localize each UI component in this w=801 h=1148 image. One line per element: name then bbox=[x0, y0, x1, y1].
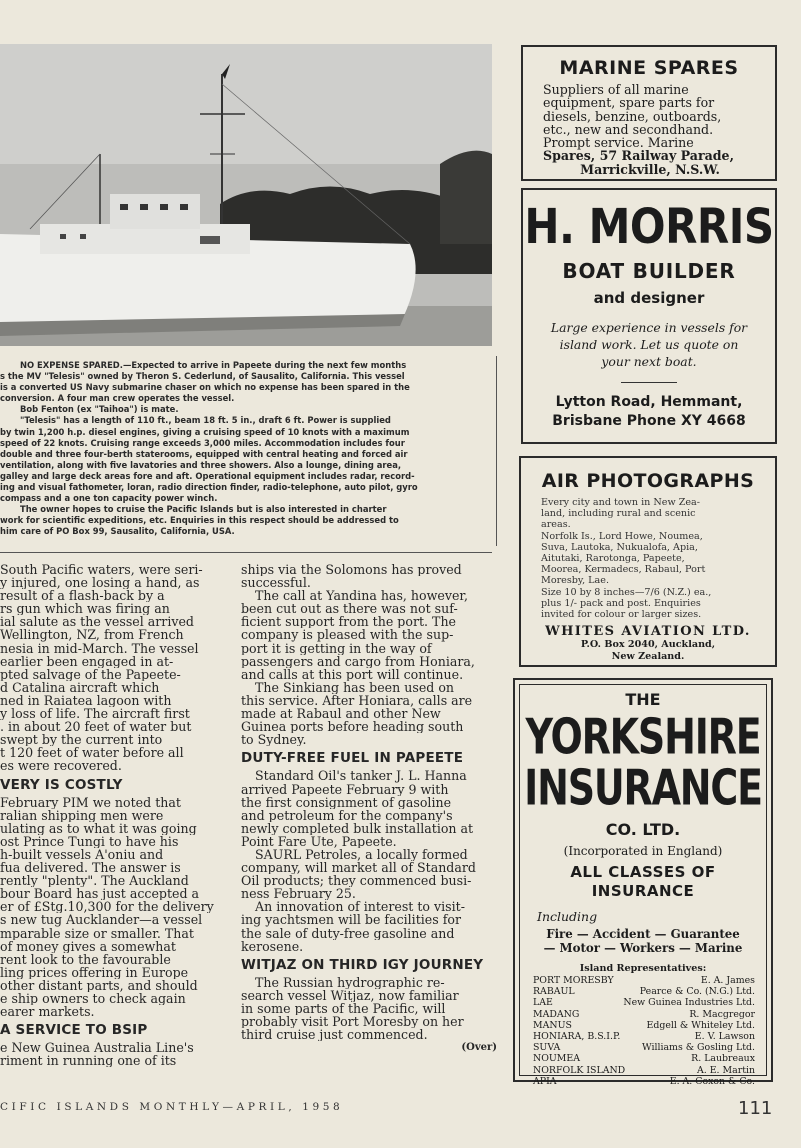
caption-line: ventilation, along with five lavatories and three showers. Also a lounge, dining area, bbox=[0, 459, 402, 470]
text-line: search vessel Witjaz, now familiar bbox=[241, 988, 459, 1002]
rep-row bbox=[533, 1042, 755, 1053]
text-line: rently "plenty". The Auckland bbox=[0, 874, 189, 888]
ad-title: INSURANCE bbox=[524, 759, 762, 817]
text-line: d Catalina aircraft which bbox=[0, 680, 160, 694]
rep-place: LAE bbox=[533, 997, 553, 1009]
text-line: ost Prince Tungi to have his bbox=[0, 834, 179, 848]
ad-marine-spares bbox=[521, 45, 777, 181]
text-line: successful. bbox=[241, 576, 311, 590]
rep-place: MANUS bbox=[533, 1019, 572, 1031]
ad-line: Norfolk Is., Lord Howe, Noumea, bbox=[541, 530, 703, 542]
text-line: rs gun which was firing an bbox=[0, 602, 170, 616]
text-line: Guinea ports before heading south bbox=[241, 720, 464, 734]
text-line: result of a flash-back by a bbox=[0, 589, 165, 603]
rep-row bbox=[533, 1031, 755, 1042]
rep-row bbox=[533, 1020, 755, 1031]
text-line: ficient support from the port. The bbox=[241, 615, 457, 629]
text-line: ships via the Solomons has proved bbox=[241, 563, 462, 577]
text-line: port it is getting in the way of bbox=[241, 641, 432, 655]
ad-line: plus 1/- pack and post. Enquiries bbox=[541, 597, 701, 609]
text-line: Standard Oil's tanker J. L. Hanna bbox=[255, 769, 467, 783]
text-line: s new tug Aucklander—a vessel bbox=[0, 913, 203, 927]
ad-line: Moresby, Lae. bbox=[541, 575, 609, 587]
ad-line: New Zealand. bbox=[611, 650, 685, 662]
page-footer: CIFIC ISLANDS MONTHLY—APRIL, 1958 bbox=[0, 1101, 344, 1113]
caption-side-rule bbox=[496, 356, 497, 546]
ad-divider bbox=[621, 382, 677, 383]
ad-subtitle: and designer bbox=[593, 289, 705, 307]
ad-line: Every city and town in New Zea- bbox=[541, 497, 701, 508]
continued-marker: (Over) bbox=[461, 1042, 497, 1054]
text-line: t 120 feet of water before all bbox=[0, 746, 184, 760]
text-line: SAURL Petroles, a locally formed bbox=[255, 847, 468, 862]
ad-air-photographs bbox=[519, 456, 777, 667]
text-line: earlier been engaged in at- bbox=[0, 654, 174, 668]
ad-reps-title: Island Representatives: bbox=[579, 963, 707, 974]
ad-line: invited for colour or larger sizes. bbox=[541, 609, 702, 621]
text-line: The Sinkiang has been used on bbox=[255, 680, 455, 694]
rep-row bbox=[533, 997, 755, 1008]
ad-kicker: THE bbox=[625, 690, 661, 709]
rep-row bbox=[533, 1065, 755, 1076]
rep-agent: R. Macgregor bbox=[689, 1008, 755, 1020]
ad-line: Brisbane Phone XY 4668 bbox=[552, 413, 746, 429]
caption-line: ing and visual fathometer, loran, radio direction finder, radio-telephone, auto pilot, gyro bbox=[0, 482, 418, 493]
ad-line: — Motor — Workers — Marine bbox=[543, 941, 743, 955]
rep-place: SUVA bbox=[533, 1042, 561, 1054]
text-line: es were recovered. bbox=[0, 759, 122, 773]
text-line: company is pleased with the sup- bbox=[241, 628, 454, 642]
rep-place: RABAUL bbox=[533, 986, 575, 998]
text-line: riment in running one of its bbox=[0, 1054, 177, 1068]
ad-subtitle: BOAT BUILDER bbox=[562, 259, 736, 283]
rep-agent: E. V. Lawson bbox=[694, 1031, 755, 1043]
ad-line: Aitutaki, Rarotonga, Papeete, bbox=[541, 553, 685, 565]
rep-place: APIA bbox=[533, 1075, 557, 1087]
text-line: arrived Papeete February 9 with bbox=[241, 782, 449, 796]
rep-agent: E. A. James bbox=[700, 975, 755, 986]
text-line: nesia in mid-March. The vessel bbox=[0, 641, 199, 655]
ad-line: Prompt service. Marine bbox=[543, 135, 694, 151]
text-line: been cut out as there was not suf- bbox=[241, 602, 458, 616]
text-line: the first consignment of gasoline bbox=[241, 795, 452, 809]
text-line: ial salute as the vessel arrived bbox=[0, 615, 194, 629]
ad-title: AIR PHOTOGRAPHS bbox=[541, 470, 755, 492]
text-line: passengers and cargo from Honiara, bbox=[241, 654, 475, 668]
text-line: er of £Stg.10,300 for the delivery bbox=[0, 900, 214, 914]
ad-title: YORKSHIRE bbox=[525, 708, 761, 766]
ad-line: Large experience in vessels for bbox=[550, 320, 748, 335]
caption-line: speed of 22 knots. Cruising range exceeds 3,000 miles. Accommodation includes four bbox=[0, 437, 405, 448]
text-line: ing yachtsmen will be facilities for bbox=[241, 913, 461, 927]
page-number: 111 bbox=[738, 1098, 773, 1119]
rep-agent: R. Laubreaux bbox=[691, 1053, 755, 1065]
vessel-photo bbox=[0, 44, 492, 346]
text-line: probably visit Port Moresby on her bbox=[241, 1015, 464, 1029]
ad-line: equipment, spare parts for bbox=[543, 95, 715, 111]
text-line: ling prices offering in Europe bbox=[0, 965, 189, 979]
text-line: other distant parts, and should bbox=[0, 978, 198, 992]
ad-line: land, including rural and scenic bbox=[541, 508, 696, 520]
text-line: in some parts of the Pacific, will bbox=[241, 1002, 446, 1016]
ad-line: Fire — Accident — Guarantee bbox=[546, 927, 740, 941]
text-line: South Pacific waters, were seri- bbox=[0, 563, 203, 577]
ad-subtitle: CO. LTD. bbox=[605, 820, 681, 839]
ad-line: Size 10 by 8 inches—7/6 (N.Z.) ea., bbox=[541, 586, 712, 598]
text-line: fua delivered. The answer is bbox=[0, 861, 181, 875]
text-line: ned in Raiatea lagoon with bbox=[0, 693, 172, 708]
ad-line: areas. bbox=[541, 519, 571, 531]
text-line: kerosene. bbox=[241, 939, 304, 953]
text-line: ness February 25. bbox=[241, 887, 356, 901]
ad-line: (Incorporated in England) bbox=[563, 844, 723, 858]
ad-line: island work. Let us quote on bbox=[559, 337, 739, 352]
rep-agent: New Guinea Industries Ltd. bbox=[623, 997, 755, 1009]
ad-title: MARINE SPARES bbox=[559, 57, 739, 79]
text-line: this service. After Honiara, calls are bbox=[241, 693, 473, 708]
caption-line: work for scientific expeditions, etc. Enquiries in this respect should be addressed to bbox=[0, 515, 399, 526]
rep-row bbox=[533, 1053, 755, 1064]
rep-agent: Edgell & Whiteley Ltd. bbox=[646, 1019, 755, 1031]
section-heading: VERY IS COSTLY bbox=[0, 776, 123, 793]
rep-place: NORFOLK ISLAND bbox=[533, 1064, 626, 1076]
ad-line: Moorea, Kermadecs, Rabaul, Port bbox=[541, 564, 706, 576]
caption-line: galley and large deck areas fore and aft. Operational equipment includes radar, record- bbox=[0, 470, 415, 481]
ad-line: etc., new and secondhand. bbox=[543, 121, 714, 137]
caption-line: him care of PO Box 99, Sausalito, California, USA. bbox=[0, 526, 235, 537]
rep-agent: E. A. Coxon & Co. bbox=[669, 1075, 755, 1087]
caption-line: is a converted US Navy submarine chaser on which no expense has been spared in the bbox=[0, 382, 410, 393]
rep-row bbox=[533, 1076, 755, 1087]
caption-line: conversion. A four man crew operates the vessel. bbox=[0, 393, 235, 404]
ad-line: INSURANCE bbox=[591, 882, 695, 900]
section-heading: A SERVICE TO BSIP bbox=[0, 1022, 148, 1039]
caption-line: double and three four-berth staterooms, equipped with central heating and forced air bbox=[0, 448, 408, 459]
ad-yorkshire-insurance bbox=[513, 678, 773, 1087]
caption-line: Bob Fenton (ex "Taihoa") is mate. bbox=[20, 404, 179, 415]
text-line: The call at Yandina has, however, bbox=[255, 589, 469, 603]
ad-reps-list bbox=[515, 974, 771, 1087]
text-line: of money gives a somewhat bbox=[0, 939, 176, 953]
caption-line: by twin 1,200 h.p. diesel engines, giving a cruising speed of 10 knots with a maximum bbox=[0, 426, 410, 437]
caption-line: "Telesis" has a length of 110 ft., beam 18 ft. 5 in., draft 6 ft. Power is supplied bbox=[20, 415, 391, 426]
text-line: and calls at this port will continue. bbox=[241, 667, 464, 681]
ad-title: H. MORRIS bbox=[524, 198, 774, 255]
ad-line: Including bbox=[537, 909, 598, 924]
ad-line: Suppliers of all marine bbox=[543, 82, 689, 97]
ad-line: Marrickville, N.S.W. bbox=[580, 161, 720, 177]
text-line: swept by the current into bbox=[0, 733, 163, 747]
rep-place: MADANG bbox=[533, 1008, 580, 1020]
telesis-vessel-illustration bbox=[0, 44, 492, 346]
caption-line: NO EXPENSE SPARED.—Expected to arrive in Papeete during the next few months bbox=[20, 360, 407, 370]
ad-line: your next boat. bbox=[601, 354, 697, 369]
text-line: Point Fare Ute, Papeete. bbox=[241, 834, 397, 848]
caption-line: compass and a one ton capacity power winch. bbox=[0, 493, 218, 504]
text-line: bour Board has just accepted a bbox=[0, 887, 200, 901]
ad-line: P.O. Box 2040, Auckland, bbox=[580, 639, 716, 651]
rep-place: NOUMEA bbox=[533, 1053, 581, 1065]
ad-line: Spares, 57 Railway Parade, bbox=[543, 148, 734, 164]
text-line: third cruise just commenced. bbox=[241, 1028, 428, 1042]
caption-divider bbox=[0, 552, 492, 553]
photo-caption bbox=[0, 360, 490, 538]
ad-line: Lytton Road, Hemmant, bbox=[555, 394, 743, 410]
caption-line: The owner hopes to cruise the Pacific Islands but is also interested in charter bbox=[20, 504, 387, 515]
text-line: rent look to the favourable bbox=[0, 952, 171, 966]
rep-row bbox=[533, 986, 755, 997]
text-line: e New Guinea Australia Line's bbox=[0, 1041, 194, 1055]
text-line: newly completed bulk installation at bbox=[241, 821, 474, 835]
text-line: e ship owners to check again bbox=[0, 992, 186, 1006]
text-line: earer markets. bbox=[0, 1005, 95, 1019]
ad-line: ALL CLASSES OF bbox=[570, 863, 716, 881]
ad-line: diesels, benzine, outboards, bbox=[543, 108, 722, 124]
section-heading: DUTY-FREE FUEL IN PAPEETE bbox=[241, 750, 464, 767]
text-line: and petroleum for the company's bbox=[241, 808, 453, 822]
text-line: y loss of life. The aircraft first bbox=[0, 707, 190, 721]
rep-agent: Williams & Gosling Ltd. bbox=[642, 1042, 755, 1054]
text-line: mparable size or smaller. That bbox=[0, 926, 194, 940]
rep-place: HONIARA, B.S.I.P. bbox=[533, 1031, 621, 1043]
section-heading: WITJAZ ON THIRD IGY JOURNEY bbox=[241, 956, 484, 973]
text-line: Wellington, NZ, from French bbox=[0, 628, 184, 642]
text-line: Oil products; they commenced busi- bbox=[241, 874, 472, 888]
text-line: company, will market all of Standard bbox=[241, 861, 476, 875]
text-line: the sale of duty-free gasoline and bbox=[241, 926, 455, 940]
text-line: ralian shipping men were bbox=[0, 808, 164, 822]
rep-place: PORT MORESBY bbox=[533, 975, 614, 986]
text-line: pted salvage of the Papeete- bbox=[0, 667, 181, 681]
left-column bbox=[0, 563, 221, 1067]
middle-column bbox=[241, 563, 497, 1054]
text-line: y injured, one losing a hand, as bbox=[0, 576, 200, 590]
rep-row bbox=[533, 1009, 755, 1020]
caption-line: s the MV "Telesis" owned by Theron S. Cederlund, of Sausalito, California. This vessel bbox=[0, 371, 405, 382]
rep-agent: Pearce & Co. (N.G.) Ltd. bbox=[639, 986, 755, 998]
text-line: . in about 20 feet of water but bbox=[0, 720, 192, 734]
rep-row bbox=[533, 975, 755, 986]
text-line: February PIM we noted that bbox=[0, 795, 181, 809]
text-line: h-built vessels A'oniu and bbox=[0, 847, 164, 862]
ad-company: WHITES AVIATION LTD. bbox=[545, 624, 751, 640]
text-line: The Russian hydrographic re- bbox=[255, 975, 445, 989]
text-line: An innovation of interest to visit- bbox=[255, 900, 465, 914]
text-line: ulating as to what it was going bbox=[0, 821, 197, 835]
text-line: to Sydney. bbox=[241, 733, 307, 747]
rep-agent: A. E. Martin bbox=[696, 1064, 755, 1076]
ad-line: Suva, Lautoka, Nukualofa, Apia, bbox=[541, 541, 698, 553]
ad-h-morris bbox=[521, 188, 777, 444]
text-line: made at Rabaul and other New bbox=[241, 707, 441, 721]
